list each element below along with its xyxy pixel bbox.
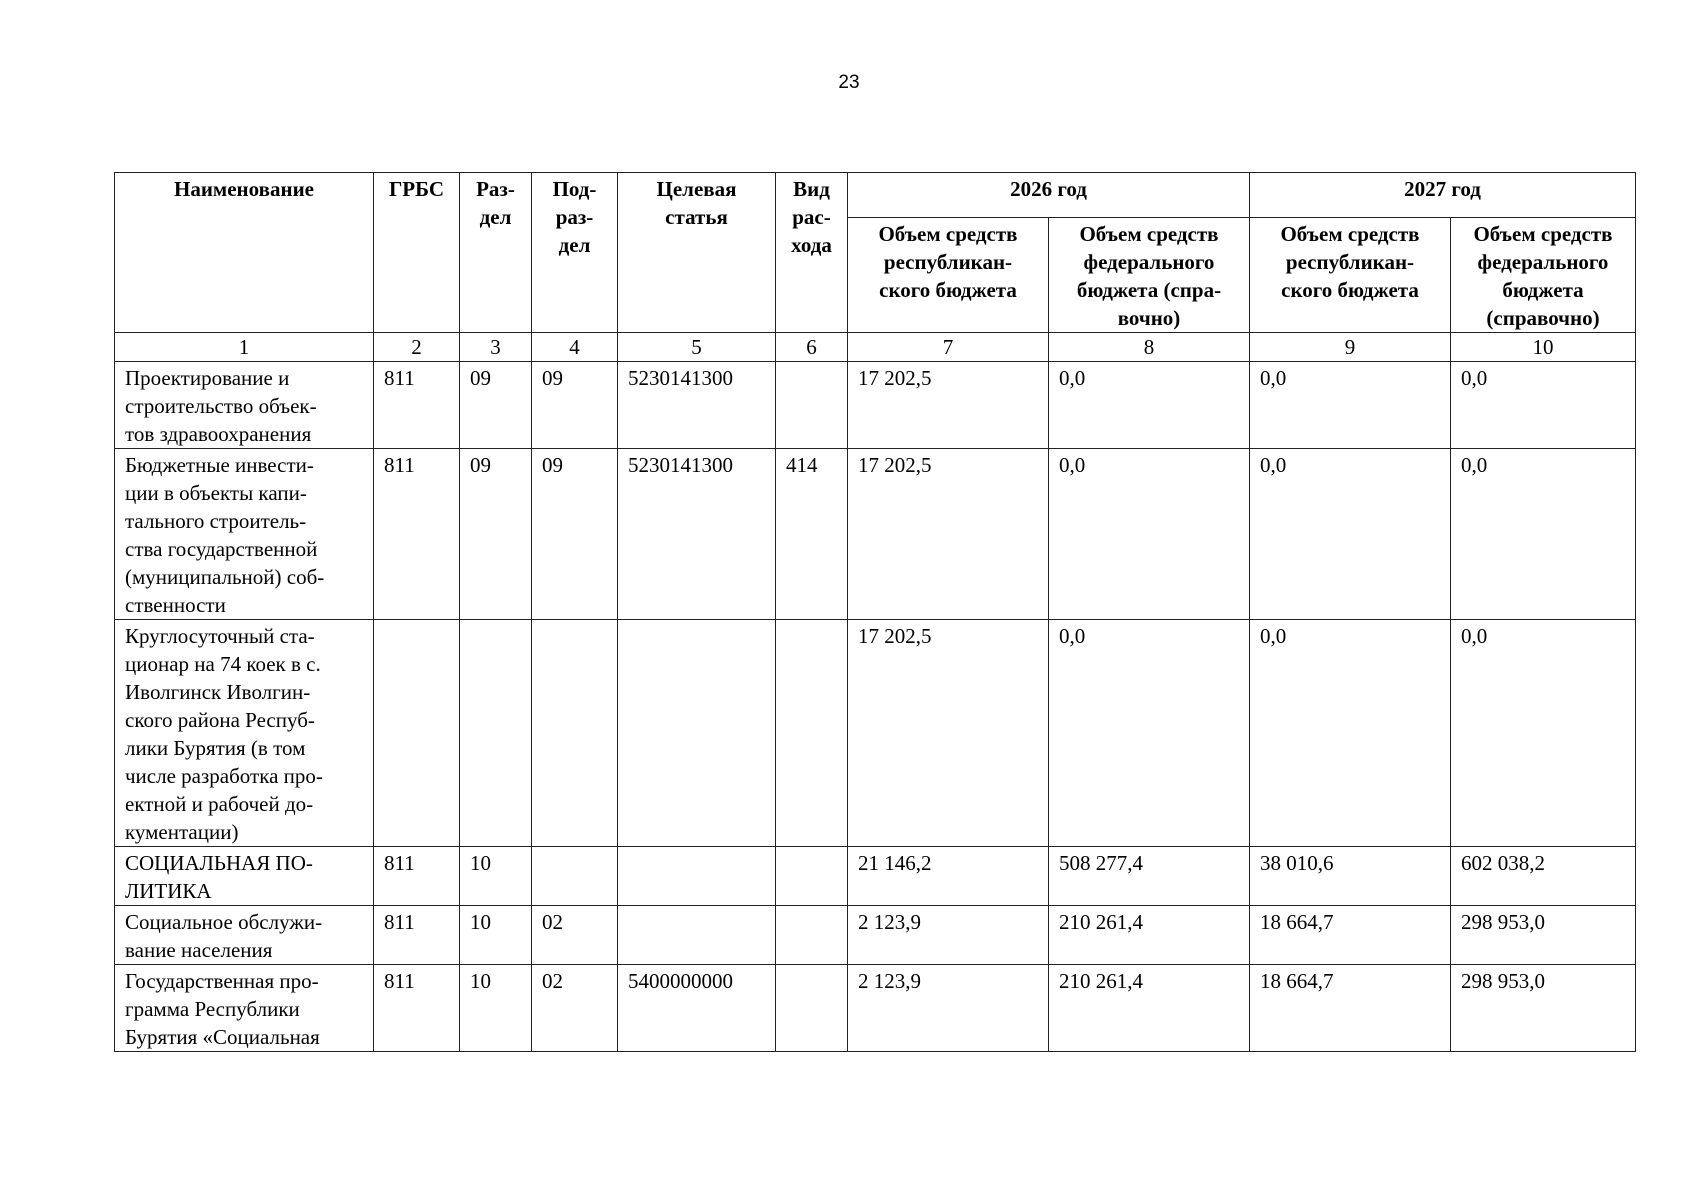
cell-rep-2027: 0,0 — [1250, 362, 1451, 449]
cell-podrazdel: 09 — [532, 362, 618, 449]
cell-vid — [776, 620, 848, 847]
cell-rep-2026: 17 202,5 — [848, 449, 1049, 620]
cell-grbs: 811 — [374, 965, 460, 1052]
cell-podrazdel — [532, 620, 618, 847]
cell-name: Государственная про- грамма Республики Бурятия «Социальная — [115, 965, 374, 1052]
table-row — [115, 449, 1636, 620]
cell-grbs: 811 — [374, 906, 460, 965]
cell-rep-2027: 38 010,6 — [1250, 847, 1451, 906]
cell-grbs: 811 — [374, 449, 460, 620]
cell-rep-2026: 2 123,9 — [848, 906, 1049, 965]
cell-razdel: 09 — [460, 449, 532, 620]
cell-target: 5400000000 — [618, 965, 776, 1052]
cell-vid — [776, 965, 848, 1052]
col-header-rep-2026: Объем средств республикан- ского бюджета — [848, 218, 1049, 333]
cell-razdel: 10 — [460, 847, 532, 906]
column-number: 3 — [460, 333, 532, 362]
cell-rep-2027: 18 664,7 — [1250, 906, 1451, 965]
page-number: 23 — [838, 72, 860, 93]
cell-fed-2026: 508 277,4 — [1049, 847, 1250, 906]
cell-vid: 414 — [776, 449, 848, 620]
col-header-razdel: Раз- дел — [460, 173, 532, 333]
cell-vid — [776, 362, 848, 449]
column-number: 2 — [374, 333, 460, 362]
cell-rep-2026: 2 123,9 — [848, 965, 1049, 1052]
cell-razdel — [460, 620, 532, 847]
cell-razdel: 09 — [460, 362, 532, 449]
cell-target — [618, 906, 776, 965]
cell-fed-2026: 0,0 — [1049, 362, 1250, 449]
cell-rep-2027: 0,0 — [1250, 449, 1451, 620]
col-header-rep-2027: Объем средств республикан- ского бюджета — [1250, 218, 1451, 333]
col-header-name: Наименование — [115, 173, 374, 333]
cell-name: Бюджетные инвести- ции в объекты капи- тального строитель- ства государственной (муниципальной) соб- ственности — [115, 449, 374, 620]
column-number: 7 — [848, 333, 1049, 362]
table-row — [115, 847, 1636, 906]
column-number: 5 — [618, 333, 776, 362]
cell-fed-2027: 0,0 — [1451, 620, 1636, 847]
cell-fed-2026: 210 261,4 — [1049, 965, 1250, 1052]
table-row — [115, 620, 1636, 847]
column-number: 1 — [115, 333, 374, 362]
cell-podrazdel: 09 — [532, 449, 618, 620]
column-number: 9 — [1250, 333, 1451, 362]
cell-name: Круглосуточный ста- ционар на 74 коек в с. Иволгинск Иволгин- ского района Респуб- лики Бурятия (в том числе разработка про- ектной и рабочей до- кументации) — [115, 620, 374, 847]
cell-fed-2027: 298 953,0 — [1451, 965, 1636, 1052]
cell-name: СОЦИАЛЬНАЯ ПО- ЛИТИКА — [115, 847, 374, 906]
col-header-fed-2027: Объем средств федерального бюджета (справочно) — [1451, 218, 1636, 333]
cell-razdel: 10 — [460, 906, 532, 965]
cell-name: Социальное обслужи- вание населения — [115, 906, 374, 965]
col-header-vid: Вид рас- хода — [776, 173, 848, 333]
cell-podrazdel: 02 — [532, 906, 618, 965]
cell-fed-2027: 298 953,0 — [1451, 906, 1636, 965]
cell-rep-2026: 21 146,2 — [848, 847, 1049, 906]
column-number: 10 — [1451, 333, 1636, 362]
cell-grbs: 811 — [374, 362, 460, 449]
cell-fed-2027: 0,0 — [1451, 362, 1636, 449]
cell-grbs — [374, 620, 460, 847]
cell-target: 5230141300 — [618, 362, 776, 449]
header-row — [115, 173, 1636, 218]
cell-fed-2027: 602 038,2 — [1451, 847, 1636, 906]
cell-rep-2027: 18 664,7 — [1250, 965, 1451, 1052]
cell-rep-2027: 0,0 — [1250, 620, 1451, 847]
cell-target: 5230141300 — [618, 449, 776, 620]
cell-fed-2026: 210 261,4 — [1049, 906, 1250, 965]
table-row — [115, 906, 1636, 965]
cell-podrazdel — [532, 847, 618, 906]
cell-fed-2026: 0,0 — [1049, 449, 1250, 620]
cell-grbs: 811 — [374, 847, 460, 906]
cell-fed-2026: 0,0 — [1049, 620, 1250, 847]
cell-name: Проектирование и строительство объек- тов здравоохранения — [115, 362, 374, 449]
cell-podrazdel: 02 — [532, 965, 618, 1052]
cell-rep-2026: 17 202,5 — [848, 362, 1049, 449]
column-number: 6 — [776, 333, 848, 362]
col-header-year-2026: 2026 год — [848, 173, 1250, 218]
table-row — [115, 362, 1636, 449]
col-header-podrazdel: Под- раз- дел — [532, 173, 618, 333]
col-header-fed-2026: Объем средств федерального бюджета (спра- вочно) — [1049, 218, 1250, 333]
cell-fed-2027: 0,0 — [1451, 449, 1636, 620]
cell-vid — [776, 847, 848, 906]
column-number-row — [115, 333, 1636, 362]
cell-vid — [776, 906, 848, 965]
col-header-year-2027: 2027 год — [1250, 173, 1636, 218]
cell-rep-2026: 17 202,5 — [848, 620, 1049, 847]
table-row — [115, 965, 1636, 1052]
cell-target — [618, 620, 776, 847]
cell-target — [618, 847, 776, 906]
col-header-target: Целевая статья — [618, 173, 776, 333]
col-header-grbs: ГРБС — [374, 173, 460, 333]
column-number: 4 — [532, 333, 618, 362]
cell-razdel: 10 — [460, 965, 532, 1052]
column-number: 8 — [1049, 333, 1250, 362]
budget-table — [114, 172, 1636, 1052]
